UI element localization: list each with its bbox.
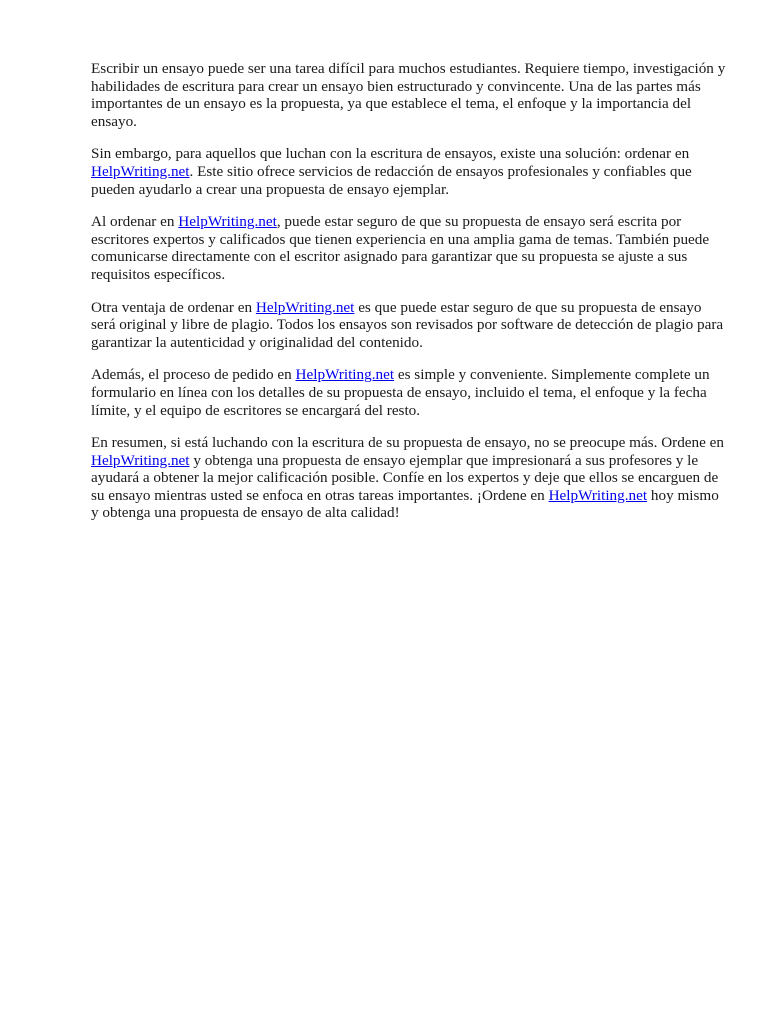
paragraph-text: es simple y conveniente. Simplemente complete un formulario en línea con los detalles de su propuesta de ensayo, incluido el tema, el enfoque y la fecha límite, y el equipo de escritores se encargará del resto. [91,366,710,419]
paragraph-text: y obtenga una propuesta de ensayo ejemplar que impresionará a sus profesores y le ayudará a obtener la mejor calificación posible. Confíe en los expertos y deje que ellos se encarguen de su ensayo mientras usted se enfoca en otras tareas importantes. ¡Ordene en [91,451,719,504]
helpwriting-link[interactable]: HelpWriting.net [91,451,190,469]
paragraph-text: es que puede estar seguro de que su propuesta de ensayo será original y libre de plagio. Todos los ensayos son revisados por software de detección de plagio para garantizar la autenticidad y originalidad del contenido. [91,298,724,351]
paragraph-solution [91,145,727,198]
paragraph-process [91,366,727,419]
helpwriting-link[interactable]: HelpWriting.net [255,298,355,316]
paragraph-text: . Este sitio ofrece servicios de redacción de ensayos profesionales y confiables que pueden ayudarlo a crear una propuesta de ensayo ejemplar. [91,162,692,198]
paragraph-summary [91,434,727,522]
paragraph-text: , puede estar seguro de que su propuesta de ensayo será escrita por escritores expertos y calificados que tienen experiencia en una amplia gama de temas. También puede comunicarse directamente con el escritor asignado para garantizar que su propuesta se ajuste a sus requisitos específicos. [91,213,710,283]
document-body [91,60,727,537]
paragraph-text: En resumen, si está luchando con la escritura de su propuesta de ensayo, no se preocupe más. Ordene en [91,434,725,452]
paragraph-text: Escribir un ensayo puede ser una tarea difícil para muchos estudiantes. Requiere tiempo, investigación y habilidades de escritura para crear un ensayo bien estructurado y convincente. Una de las partes más importantes de un ensayo es la propuesta, ya que establece el tema, el enfoque y la importancia del ensayo. [91,60,726,130]
helpwriting-link[interactable]: HelpWriting.net [295,366,395,384]
paragraph-text: Otra ventaja de ordenar en [91,298,256,316]
paragraph-text: Sin embargo, para aquellos que luchan con la escritura de ensayos, existe una solución: ordenar en [91,145,690,163]
paragraph-text: Además, el proceso de pedido en [91,366,296,384]
paragraph-text: Al ordenar en [91,213,179,231]
paragraph-originality [91,299,727,352]
helpwriting-link[interactable]: HelpWriting.net [178,213,277,231]
helpwriting-link[interactable]: HelpWriting.net [91,162,190,180]
paragraph-text: hoy mismo y obtenga una propuesta de ensayo de alta calidad! [91,486,719,522]
paragraph-experts [91,213,727,283]
paragraph-intro [91,60,727,130]
helpwriting-link[interactable]: HelpWriting.net [548,486,648,504]
